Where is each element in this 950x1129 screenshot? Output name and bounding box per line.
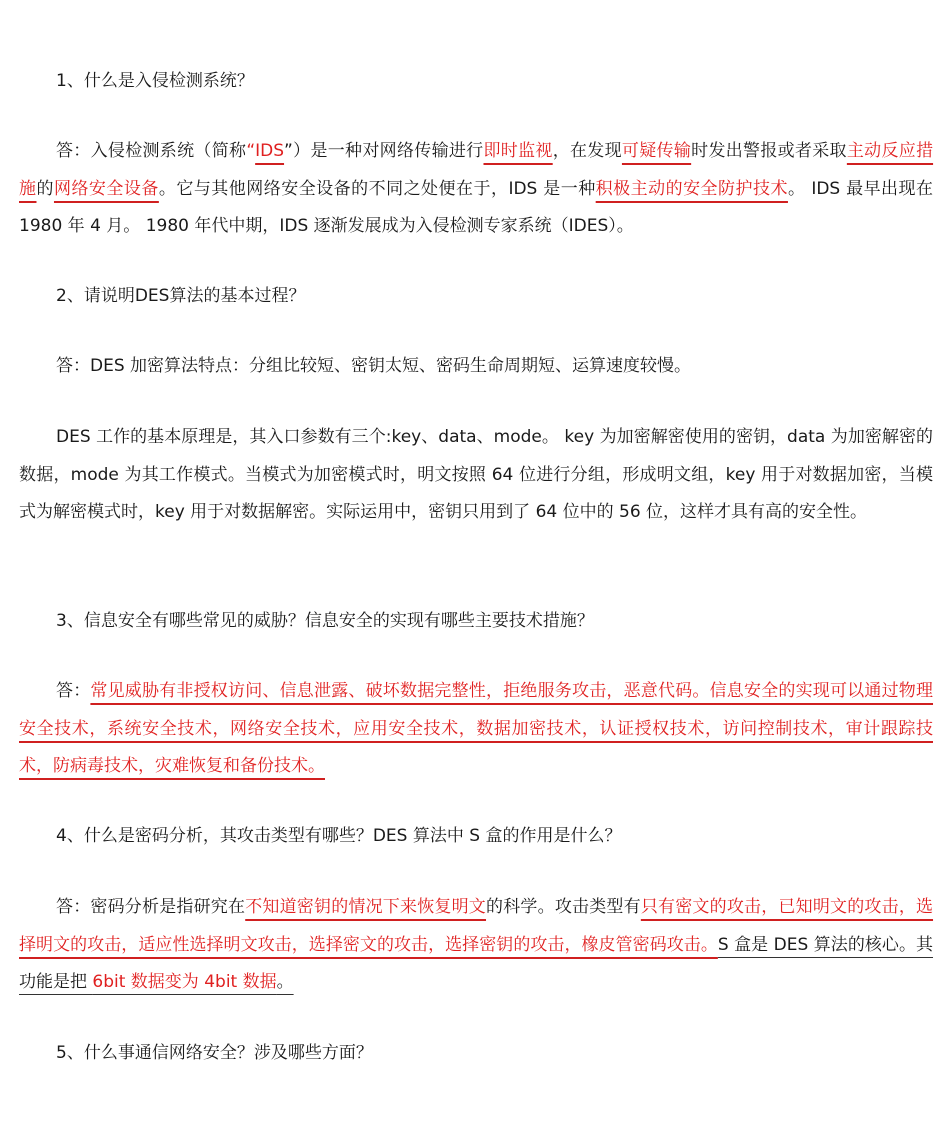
question-4: 4、什么是密码分析，其攻击类型有哪些？DES 算法中 S 盒的作用是什么？ xyxy=(56,826,622,846)
highlight-active-protection: 积极主动的安全防护技术 xyxy=(595,178,788,199)
highlight-suspicious-transmission: 可疑传输 xyxy=(621,141,692,161)
s-box-description: S 盒是 DES 算法的核心。其功能是把 6bit 数据变为 4bit 数据。 xyxy=(19,934,934,992)
highlight-ids: IDS xyxy=(255,141,285,161)
highlight-threats-and-measures: 常见威胁有非授权访问、信息泄露、破坏数据完整性，拒绝服务攻击，恶意代码。信息安全的实现可以通过物理安全技术，系统安全技术，网络安全技术，应用安全技术，数据加密技术，认证授权技术，访问控制技术，审计跟踪技术，防病毒技术，灾难恢复和备份技术。 xyxy=(19,681,934,776)
highlight-network-security-device: 网络安全设备 xyxy=(53,178,159,199)
question-2: 2、请说明DES算法的基本过程？ xyxy=(56,286,306,306)
question-5: 5、什么事通信网络安全？涉及哪些方面？ xyxy=(56,1043,373,1063)
question-3: 3、信息安全有哪些常见的威胁？信息安全的实现有哪些主要技术措施？ xyxy=(56,611,594,631)
answer-4: 答：密码分析是指研究在不知道密钥的情况下来恢复明文的科学。攻击类型有只有密文的攻击，已知明文的攻击，选择明文的攻击，适应性选择明文攻击，选择密文的攻击，选择密钥的攻击，橡皮管密码攻击。S 盒是 DES 算法的核心。其功能是把 6bit 数据变为 4bit 数据。 xyxy=(19,897,934,992)
answer-3: 答：常见威胁有非授权访问、信息泄露、破坏数据完整性，拒绝服务攻击，恶意代码。信息安全的实现可以通过物理安全技术，系统安全技术，网络安全技术，应用安全技术，数据加密技术，认证授权技术，访问控制技术，审计跟踪技术，防病毒技术，灾难恢复和备份技术。 xyxy=(19,681,934,776)
highlight-realtime-monitoring: 即时监视 xyxy=(483,141,553,161)
answer-2-principle: DES 工作的基本原理是，其入口参数有三个:key、data、mode。 key 为加密解密使用的密钥，data 为加密解密的数据，mode 为其工作模式。当模式为加密模式时，明文按照 64 位进行分组，形成明文组，key 用于对数据加密，当模式为解密模式时，key 用于对数据解密。实际运用中，密钥只用到了 64 位中的 56 位，这样才具有高的安全性。 xyxy=(19,427,933,522)
highlight-active-response: 主动反应措施 xyxy=(19,141,934,199)
answer-1: 答：入侵检测系统（简称“IDS”）是一种对网络传输进行即时监视，在发现可疑传输时发出警报或者采取主动反应措施的网络安全设备。它与其他网络安全设备的不同之处便在于，IDS 是一种积极主动的安全防护技术。 IDS 最早出现在 1980 年 4 月。 1980 年代中期，IDS 逐渐发展成为入侵检测专家系统（IDES）。 xyxy=(19,141,934,236)
highlight-6bit-to-4bit: 6bit 数据变为 4bit 数据 xyxy=(92,972,277,992)
highlight-recover-plaintext: 不知道密钥的情况下来恢复明文 xyxy=(245,897,487,917)
highlight-attack-types: 只有密文的攻击，已知明文的攻击，选择明文的攻击，适应性选择明文攻击，选择密文的攻击，选择密钥的攻击，橡皮管密码攻击。 xyxy=(19,897,934,955)
answer-2-features: 答：DES 加密算法特点：分组比较短、密钥太短、密码生命周期短、运算速度较慢。 xyxy=(56,356,692,376)
question-1: 1、什么是入侵检测系统？ xyxy=(56,71,254,91)
